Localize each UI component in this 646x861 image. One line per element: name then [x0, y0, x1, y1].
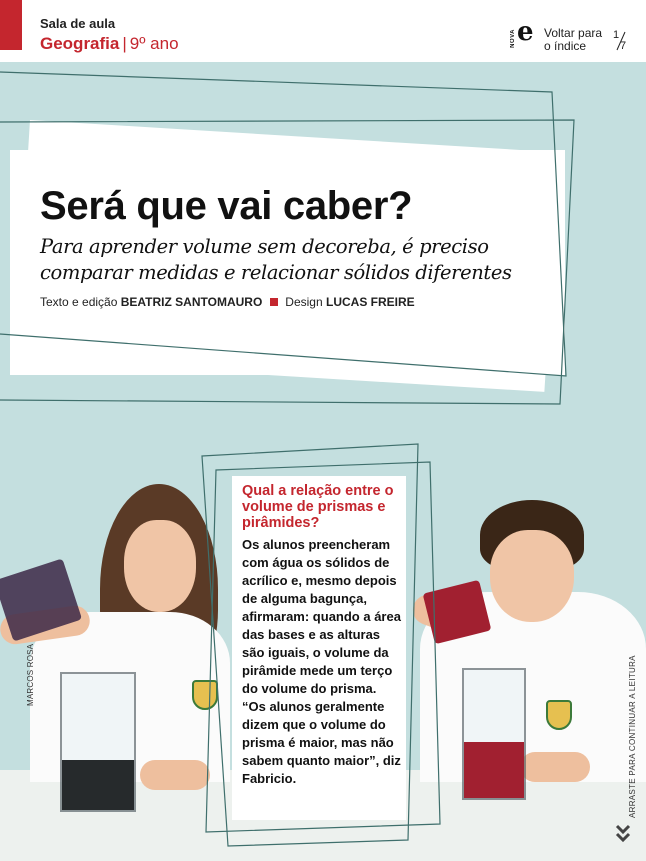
- sidebar-body: Os alunos preencheram com água os sólidos de acrílico e, mesmo depois de alguma bagunça, afirmaram: quando a área das bases e as alturas são iguais, o volume da pirâmide mede um terço do volume do prisma. “Os alunos geralmente dizem que o volume do prisma é maior, mas não sabem quanto maior”, diz Fabricio.: [242, 537, 401, 786]
- page-current: 1: [613, 29, 620, 41]
- credit-design-label: Design: [285, 295, 323, 309]
- water-right: [464, 742, 524, 798]
- boy-face: [490, 530, 574, 622]
- grade-label: 9º ano: [129, 34, 179, 53]
- sidebar-question: Qual a relação entre o volume de prismas e pirâmides?: [242, 483, 394, 531]
- section-color-tab: [0, 0, 22, 50]
- article-title: Será que vai caber?: [40, 184, 413, 228]
- back-link-line1: Voltar para: [544, 26, 603, 40]
- subject-separator: |: [122, 34, 127, 53]
- page-header: [0, 0, 646, 62]
- school-emblem: [546, 700, 572, 730]
- subject-label: [40, 34, 179, 54]
- girl-right-hand: [140, 760, 210, 790]
- section-label: Sala de aula: [40, 16, 116, 31]
- subject-name: Geografia: [40, 34, 120, 53]
- logo-letter: e: [517, 17, 534, 47]
- page-total: 7: [620, 40, 627, 52]
- credit-separator: [270, 298, 278, 306]
- page-indicator: [611, 29, 631, 53]
- double-chevron-down-icon[interactable]: [614, 822, 632, 846]
- boy-right-hand: [520, 752, 590, 782]
- school-emblem: [192, 680, 218, 710]
- back-to-index-link[interactable]: [544, 27, 602, 53]
- article-deck: Para aprender volume sem decoreba, é preciso comparar medidas e relacionar sólidos diferentes: [40, 235, 512, 284]
- back-link-line2: o índice: [544, 39, 587, 53]
- swipe-hint: ARRASTE PARA CONTINUAR A LEITURA: [628, 655, 637, 818]
- article-credits: [40, 295, 415, 309]
- girl-face: [124, 520, 196, 612]
- credit-text-name: BEATRIZ SANTOMAURO: [120, 295, 263, 309]
- water-left: [62, 760, 134, 810]
- credit-text-label: Texto e edição: [40, 295, 118, 309]
- nova-escola-logo[interactable]: [510, 17, 540, 51]
- logo-small-text: NOVA: [510, 29, 516, 48]
- photo-credit: MARCOS ROSA: [26, 643, 35, 706]
- credit-design-name: LUCAS FREIRE: [326, 295, 415, 309]
